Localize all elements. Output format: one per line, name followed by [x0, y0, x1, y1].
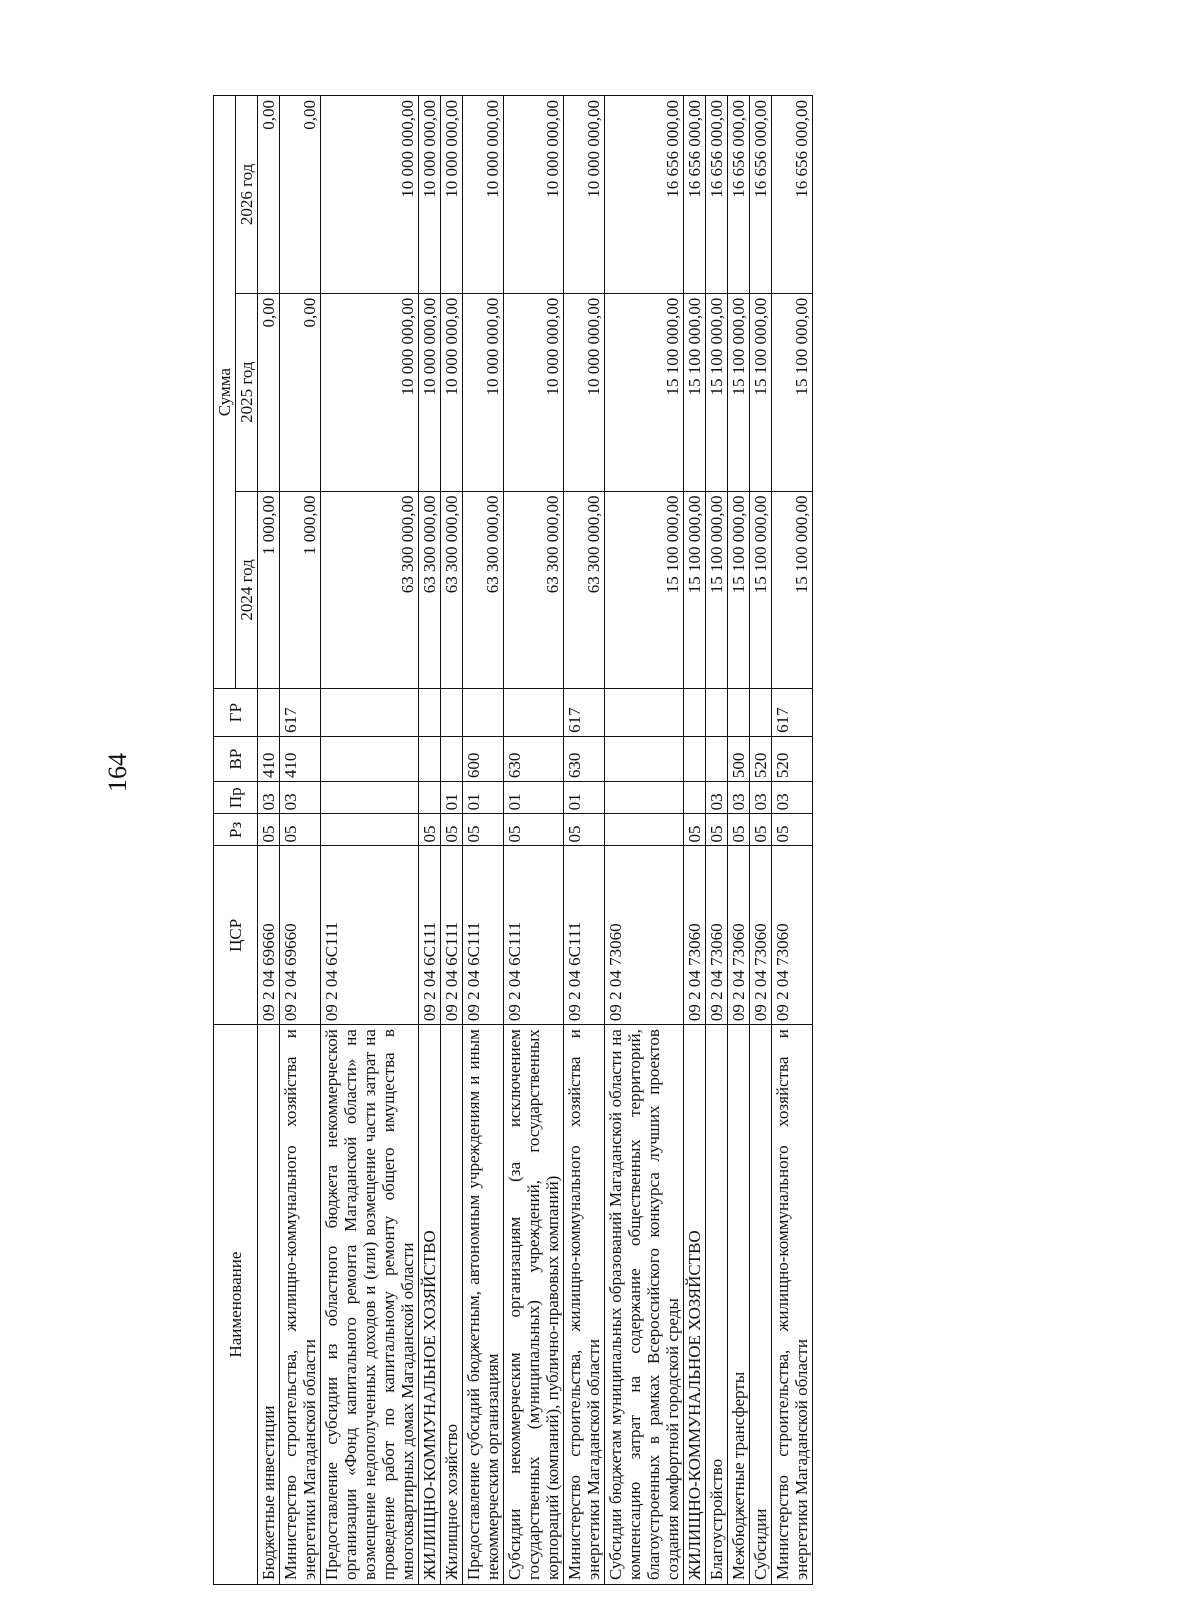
- header-name: Наименование: [214, 1025, 258, 1585]
- row-vr: 630: [564, 736, 605, 781]
- row-sum-2024: 63 300 000,00: [419, 491, 441, 689]
- table-body: [258, 96, 813, 1585]
- table-row: [419, 96, 441, 1585]
- row-rz: 05: [419, 814, 441, 846]
- row-pr: [684, 782, 706, 814]
- row-name: Министерство строительства, жилищно-коммунального хозяйства и энергетики Магаданской области: [772, 1025, 813, 1585]
- row-gr: [258, 689, 280, 737]
- row-sum-2024: 63 300 000,00: [564, 491, 605, 689]
- row-sum-2025: 15 100 000,00: [684, 293, 706, 491]
- row-vr: 410: [280, 736, 321, 781]
- row-vr: 500: [728, 736, 750, 781]
- row-csr: 09 2 04 73060: [772, 846, 813, 1025]
- row-vr: [706, 736, 728, 781]
- row-rz: 05: [280, 814, 321, 846]
- row-sum-2024: 15 100 000,00: [750, 491, 772, 689]
- row-vr: 600: [463, 736, 504, 781]
- row-name: Предоставление субсидии из областного бюджета некоммерческой организации «Фонд капитального ремонта Магаданской области» на возмещение недополученных доходов и (или) возмещение части затрат на проведение работ по капитальному ремонту общего имущества в многоквартирных домах Магаданской области: [321, 1025, 419, 1585]
- row-csr: 09 2 04 69660: [280, 846, 321, 1025]
- row-csr: 09 2 04 73060: [706, 846, 728, 1025]
- row-sum-2026: 16 656 000,00: [684, 96, 706, 294]
- row-sum-2024: 15 100 000,00: [605, 491, 684, 689]
- row-sum-2026: 10 000 000,00: [441, 96, 463, 294]
- row-rz: 05: [750, 814, 772, 846]
- row-vr: [419, 736, 441, 781]
- header-pr: Пр: [214, 782, 258, 814]
- row-sum-2024: 63 300 000,00: [463, 491, 504, 689]
- row-csr: 09 2 04 73060: [684, 846, 706, 1025]
- row-csr: 09 2 04 69660: [258, 846, 280, 1025]
- row-csr: 09 2 04 73060: [750, 846, 772, 1025]
- table-row: [750, 96, 772, 1585]
- row-sum-2024: 15 100 000,00: [772, 491, 813, 689]
- row-sum-2025: 0,00: [258, 293, 280, 491]
- row-name: Предоставление субсидий бюджетным, автономным учреждениям и иным некоммерческим организациям: [463, 1025, 504, 1585]
- row-rz: 05: [564, 814, 605, 846]
- row-sum-2025: 10 000 000,00: [321, 293, 419, 491]
- row-rz: 05: [463, 814, 504, 846]
- row-gr: 617: [564, 689, 605, 737]
- table-row: [684, 96, 706, 1585]
- row-sum-2026: 10 000 000,00: [463, 96, 504, 294]
- row-csr: 09 2 04 73060: [605, 846, 684, 1025]
- header-2025: 2025 год: [236, 293, 258, 491]
- row-sum-2024: 63 300 000,00: [321, 491, 419, 689]
- row-name: Субсидии бюджетам муниципальных образований Магаданской области на компенсацию затрат на содержание общественных территорий, благоустроенных в рамках Всероссийского конкурса лучших проектов создания комфортной городской среды: [605, 1025, 684, 1585]
- header-2026: 2026 год: [236, 96, 258, 294]
- row-vr: 520: [772, 736, 813, 781]
- row-sum-2024: 15 100 000,00: [728, 491, 750, 689]
- row-gr: [321, 689, 419, 737]
- row-csr: 09 2 04 6С111: [463, 846, 504, 1025]
- row-rz: [605, 814, 684, 846]
- row-rz: 05: [772, 814, 813, 846]
- row-sum-2025: 15 100 000,00: [750, 293, 772, 491]
- row-name: Субсидии: [750, 1025, 772, 1585]
- row-sum-2026: 10 000 000,00: [419, 96, 441, 294]
- row-sum-2026: 10 000 000,00: [321, 96, 419, 294]
- row-sum-2026: 0,00: [258, 96, 280, 294]
- row-sum-2024: 1 000,00: [280, 491, 321, 689]
- rotated-page-content: [213, 95, 1093, 1585]
- row-csr: 09 2 04 6С111: [564, 846, 605, 1025]
- table-row: [504, 96, 564, 1585]
- row-pr: 01: [441, 782, 463, 814]
- row-pr: [419, 782, 441, 814]
- budget-table: [213, 95, 813, 1585]
- row-sum-2025: 15 100 000,00: [772, 293, 813, 491]
- row-rz: 05: [504, 814, 564, 846]
- row-rz: 05: [441, 814, 463, 846]
- row-gr: [504, 689, 564, 737]
- row-pr: 03: [706, 782, 728, 814]
- row-name: Благоустройство: [706, 1025, 728, 1585]
- row-pr: 03: [728, 782, 750, 814]
- row-vr: 520: [750, 736, 772, 781]
- row-csr: 09 2 04 6С111: [321, 846, 419, 1025]
- table-row: [706, 96, 728, 1585]
- table-row: [441, 96, 463, 1585]
- header-vr: ВР: [214, 736, 258, 781]
- row-vr: 410: [258, 736, 280, 781]
- row-gr: 617: [772, 689, 813, 737]
- row-gr: [728, 689, 750, 737]
- table-row: [463, 96, 504, 1585]
- row-name: Субсидии некоммерческим организациям (за исключением государственных (муниципальных) учреждений, государственных корпораций (компаний), публично-правовых компаний): [504, 1025, 564, 1585]
- row-sum-2025: 10 000 000,00: [564, 293, 605, 491]
- table-row: [258, 96, 280, 1585]
- row-name: ЖИЛИЩНО-КОММУНАЛЬНОЕ ХОЗЯЙСТВО: [419, 1025, 441, 1585]
- table-row: [728, 96, 750, 1585]
- row-pr: 01: [504, 782, 564, 814]
- row-pr: 03: [750, 782, 772, 814]
- row-name: Жилищное хозяйство: [441, 1025, 463, 1585]
- row-gr: [463, 689, 504, 737]
- row-csr: 09 2 04 6С111: [441, 846, 463, 1025]
- row-pr: 03: [280, 782, 321, 814]
- row-gr: [605, 689, 684, 737]
- row-sum-2025: 15 100 000,00: [706, 293, 728, 491]
- table-row: [564, 96, 605, 1585]
- row-sum-2024: 15 100 000,00: [706, 491, 728, 689]
- row-gr: [441, 689, 463, 737]
- row-vr: [441, 736, 463, 781]
- row-vr: [684, 736, 706, 781]
- header-row: [214, 96, 236, 1585]
- row-rz: 05: [728, 814, 750, 846]
- row-sum-2025: 0,00: [280, 293, 321, 491]
- row-vr: 630: [504, 736, 564, 781]
- row-sum-2026: 16 656 000,00: [728, 96, 750, 294]
- table-row: [321, 96, 419, 1585]
- row-rz: [321, 814, 419, 846]
- row-sum-2025: 15 100 000,00: [605, 293, 684, 491]
- row-pr: [321, 782, 419, 814]
- header-sum: Сумма: [214, 96, 236, 689]
- table-row: [772, 96, 813, 1585]
- row-name: Бюджетные инвестиции: [258, 1025, 280, 1585]
- row-sum-2026: 0,00: [280, 96, 321, 294]
- row-name: Министерство строительства, жилищно-коммунального хозяйства и энергетики Магаданской области: [564, 1025, 605, 1585]
- row-sum-2025: 10 000 000,00: [419, 293, 441, 491]
- row-name: Министерство строительства, жилищно-коммунального хозяйства и энергетики Магаданской области: [280, 1025, 321, 1585]
- row-vr: [321, 736, 419, 781]
- row-vr: [605, 736, 684, 781]
- row-sum-2026: 10 000 000,00: [504, 96, 564, 294]
- row-csr: 09 2 04 73060: [728, 846, 750, 1025]
- row-sum-2024: 63 300 000,00: [441, 491, 463, 689]
- row-sum-2025: 10 000 000,00: [463, 293, 504, 491]
- row-sum-2025: 10 000 000,00: [504, 293, 564, 491]
- page-number: 164: [103, 753, 132, 792]
- header-gr: ГР: [214, 689, 258, 737]
- row-sum-2025: 15 100 000,00: [728, 293, 750, 491]
- row-gr: [684, 689, 706, 737]
- row-name: Межбюджетные трансферты: [728, 1025, 750, 1585]
- row-sum-2026: 16 656 000,00: [605, 96, 684, 294]
- row-rz: 05: [258, 814, 280, 846]
- row-sum-2024: 63 300 000,00: [504, 491, 564, 689]
- row-sum-2026: 10 000 000,00: [564, 96, 605, 294]
- row-gr: 617: [280, 689, 321, 737]
- header-2024: 2024 год: [236, 491, 258, 689]
- row-gr: [419, 689, 441, 737]
- row-sum-2026: 16 656 000,00: [772, 96, 813, 294]
- header-csr: ЦСР: [214, 846, 258, 1025]
- row-gr: [750, 689, 772, 737]
- row-pr: 03: [258, 782, 280, 814]
- table-row: [605, 96, 684, 1585]
- row-sum-2024: 1 000,00: [258, 491, 280, 689]
- row-gr: [706, 689, 728, 737]
- table-row: [280, 96, 321, 1585]
- row-pr: 01: [463, 782, 504, 814]
- header-rz: Рз: [214, 814, 258, 846]
- row-sum-2026: 16 656 000,00: [706, 96, 728, 294]
- row-rz: 05: [706, 814, 728, 846]
- row-rz: 05: [684, 814, 706, 846]
- row-name: ЖИЛИЩНО-КОММУНАЛЬНОЕ ХОЗЯЙСТВО: [684, 1025, 706, 1585]
- row-pr: 03: [772, 782, 813, 814]
- row-pr: [605, 782, 684, 814]
- row-sum-2025: 10 000 000,00: [441, 293, 463, 491]
- row-pr: 01: [564, 782, 605, 814]
- row-csr: 09 2 04 6С111: [504, 846, 564, 1025]
- row-csr: 09 2 04 6С111: [419, 846, 441, 1025]
- row-sum-2024: 15 100 000,00: [684, 491, 706, 689]
- row-sum-2026: 16 656 000,00: [750, 96, 772, 294]
